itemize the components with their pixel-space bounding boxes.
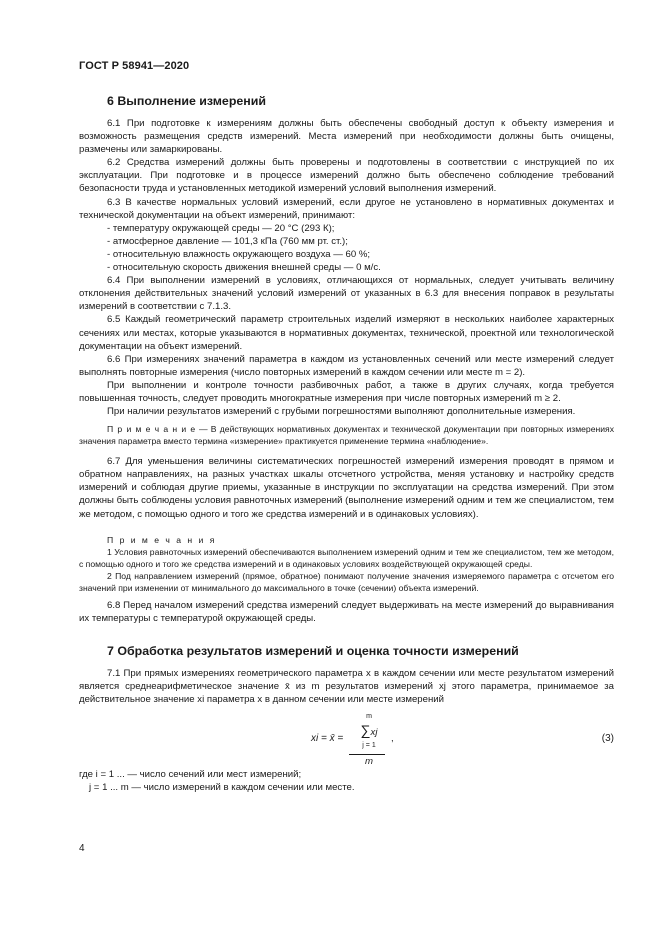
paragraph-6-6b: При выполнении и контроле точности разбивочных работ, а также в других случаях, когда требуется повышенная точность, следует проводить многократные измерения при числе повторных измерений m ≥ 2. <box>79 379 614 404</box>
where-line-2: j = 1 ... m — число измерений в каждом сечении или месте. <box>89 782 355 794</box>
sum-term: xj <box>370 727 378 739</box>
sum-lower-limit: j = 1 <box>362 742 376 750</box>
formula-3 <box>79 710 614 768</box>
list-item: - температуру окружающей среды — 20 °C (293 К); <box>107 222 335 234</box>
paragraph-6-3: 6.3 В качестве нормальных условий измерений, если другое не установлено в нормативных документах и технической документации на объект измерений, принимают: <box>79 196 614 221</box>
paragraph-6-7: 6.7 Для уменьшения величины систематических погрешностей измерений измерения проводят в прямом и обратном направлениях, на разных участках шкалы отсчетного устройства, меняя установку и настройку средств измерений и соблюдая другие приемы, указанные в инструкции по эксплуатации на средства измерений. При этом должны быть соблюдены условия равноточных измерений (выполнение измерений одним и тем же специалистом, тем же методом, с помощью одного и того же средства измерений и в одинаковых условиях). <box>79 456 614 520</box>
note-1 <box>79 423 614 447</box>
formula-number: (3) <box>601 733 614 745</box>
paragraph-6-4: 6.4 При выполнении измерений в условиях, отличающихся от нормальных, следует учитывать величину отклонения действительных значений условий измерений от указанных в 6.3 для внесения поправок в результаты измерений в соответствии с 7.1.3. <box>79 275 614 313</box>
formula-fraction <box>349 710 389 768</box>
section-7-title: 7 Обработка результатов измерений и оценка точности измерений <box>107 643 519 658</box>
paragraph-6-1: 6.1 При подготовке к измерениям должны быть обеспечены свободный доступ к объекту измерения и возможность размещения средств измерений. Места измерений при необходимости должны быть очищены, размечены или замаркированы. <box>79 118 614 156</box>
sum-sign: ∑ <box>360 722 371 739</box>
sum-expression <box>349 723 389 739</box>
paragraph-7-1: 7.1 При прямых измерениях геометрического параметра x в каждом сечении или месте результатом измерений является среднеарифметическое значение x̄ из m результатов измерений xj этого параметра, принимаемое за действительное значение xi параметра x в данном сечении или месте измерений <box>79 667 614 705</box>
note-1-label: П р и м е ч а н и е <box>107 424 196 435</box>
note-1-text: — В действующих нормативных документах и технической документации при повторных измерениях значения параметра вместо термина «измерение» практикуется применение термина «наблюдение». <box>79 424 614 447</box>
paragraph-6-6c: При наличии результатов измерений с грубыми погрешностями выполняют дополнительные измерения. <box>107 406 576 418</box>
document-id: ГОСТ Р 58941—2020 <box>79 60 190 72</box>
list-item: - относительную скорость движения внешней среды — 0 м/с. <box>107 262 381 274</box>
document-body <box>79 93 614 794</box>
page-number: 4 <box>79 843 85 854</box>
note-2-item-2: 2 Под направлением измерений (прямое, обратное) понимают получение значения измеряемого параметра с отсчетом его значений при изменении от минимального до максимального в точке (сечении) объекта измерений. <box>79 570 614 593</box>
list-item: - атмосферное давление — 101,3 кПа (760 мм рт. ст.); <box>107 235 348 247</box>
where-line-1: где i = 1 ... — число сечений или мест измерений; <box>79 769 302 781</box>
note-2-item-1: 1 Условия равноточных измерений обеспечиваются выполнением измерений одним и тем же специалистом, тем же методом, с помощью одного и того же средства измерений и в одинаковых условиях воздействующей окружающей среды. <box>79 546 614 569</box>
paragraph-6-8: 6.8 Перед началом измерений средства измерений следует выдерживать на месте измерений до выравнивания их температуры с температурой окружающей среды. <box>79 599 614 624</box>
notes-2-label: П р и м е ч а н и я <box>107 534 217 545</box>
paragraph-6-6: 6.6 При измерениях значений параметра в каждом из установленных сечений или месте измерений следует выполнять повторные измерения (число повторных измерений в каждом сечении или месте m = 2). <box>79 353 614 378</box>
formula-lhs: xi = x̄ = <box>311 733 344 745</box>
list-item: - относительную влажность окружающего воздуха — 60 %; <box>107 248 371 260</box>
formula-denominator: m <box>365 756 373 768</box>
paragraph-6-2: 6.2 Средства измерений должны быть проверены и подготовлены в соответствии с инструкцией по их эксплуатации. При подготовке и в процессе измерений должно быть обеспечено соблюдение требований безопасности труда и установленных методикой измерений условий выполнения измерений. <box>79 157 614 195</box>
sum-upper-limit: m <box>366 713 372 721</box>
paragraph-6-5: 6.5 Каждый геометрический параметр строительных изделий измеряют в нескольких наиболее характерных сечениях или местах, которые указываются в нормативных документах, технической, проектной или технологической документации на объект измерений. <box>79 314 614 352</box>
section-6-title: 6 Выполнение измерений <box>107 94 266 108</box>
formula-trail: , <box>391 733 394 745</box>
